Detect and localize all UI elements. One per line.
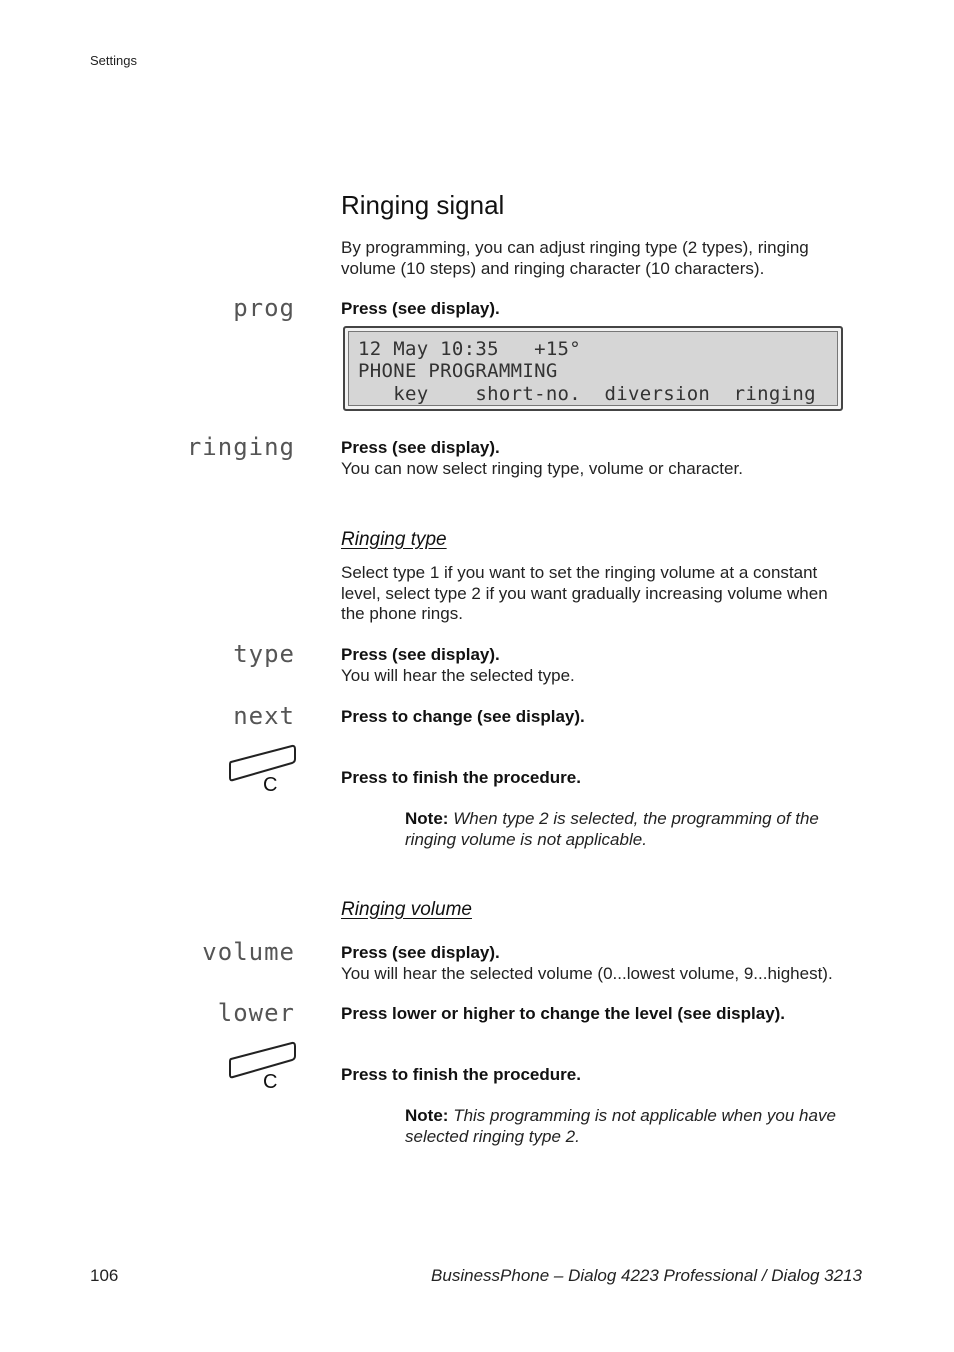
display-line-3: key short-no. diversion ringing [358, 383, 816, 405]
key-label-type: type [233, 640, 295, 668]
step-volume-action: Press (see display). [341, 943, 500, 962]
running-header: Settings [90, 53, 137, 68]
footer-product-title: BusinessPhone – Dialog 4223 Professional / Dialog 3213 [431, 1266, 862, 1285]
key-label-volume: volume [202, 938, 295, 966]
ringing-type-paragraph: Select type 1 if you want to set the ringing volume at a constant level, select type 2 if you want gradually increasing volume when the phone rings. [341, 563, 828, 623]
step-finish-action-2: Press to finish the procedure. [341, 1065, 581, 1084]
clear-key-icon [228, 744, 298, 796]
note-text: When type 2 is selected, the programming of the ringing volume is not applicable. [405, 809, 819, 849]
phone-display [343, 326, 843, 411]
step-prog-action: Press (see display). [341, 299, 500, 318]
display-line-2: PHONE PROGRAMMING [358, 360, 558, 382]
note-ringing-type [405, 809, 865, 850]
page-number: 106 [90, 1266, 119, 1285]
key-label-lower: lower [217, 999, 295, 1027]
key-label-prog: prog [233, 294, 295, 322]
clear-key-letter: C [263, 1071, 278, 1093]
step-next-action: Press to change (see display). [341, 707, 585, 726]
step-ringing-detail: You can now select ringing type, volume or character. [341, 458, 743, 478]
display-line-1: 12 May 10:35 +15° [358, 338, 582, 360]
note-ringing-volume [405, 1106, 865, 1147]
note-label: Note: [405, 809, 449, 828]
key-label-next: next [233, 702, 295, 730]
note-text: This programming is not applicable when you have selected ringing type 2. [405, 1106, 836, 1146]
step-ringing-action: Press (see display). [341, 438, 500, 457]
clear-key-icon [228, 1041, 298, 1093]
note-label: Note: [405, 1106, 449, 1125]
clear-key-letter: C [263, 774, 278, 796]
step-volume-detail: You will hear the selected volume (0...lowest volume, 9...highest). [341, 963, 833, 983]
step-lower-action: Press lower or higher to change the level (see display). [341, 1004, 786, 1023]
step-type-action: Press (see display). [341, 645, 500, 664]
subheading-ringing-type: Ringing type [341, 529, 447, 550]
step-finish-action-1: Press to finish the procedure. [341, 768, 581, 787]
key-label-ringing: ringing [186, 433, 295, 461]
intro-paragraph: By programming, you can adjust ringing type (2 types), ringing volume (10 steps) and ringing character (10 characters). [341, 238, 809, 278]
step-volume [341, 943, 881, 984]
step-type-detail: You will hear the selected type. [341, 665, 575, 685]
step-ringing [341, 438, 861, 479]
subheading-ringing-volume: Ringing volume [341, 899, 472, 920]
page-title: Ringing signal [341, 190, 505, 220]
step-type [341, 645, 861, 686]
